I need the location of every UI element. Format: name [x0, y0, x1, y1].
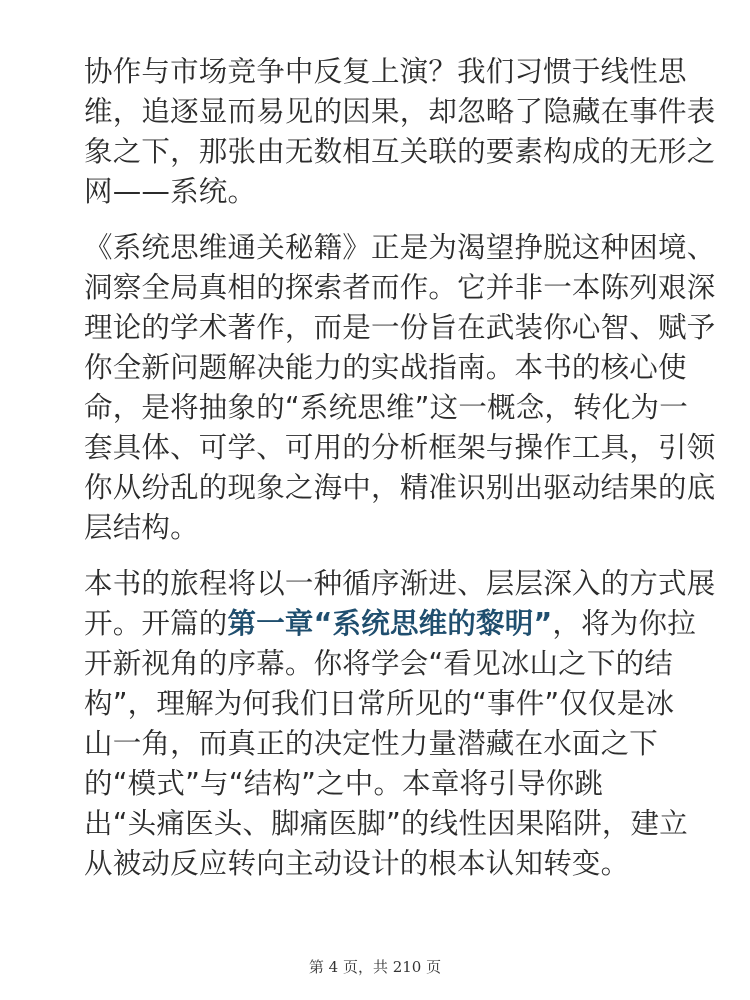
paragraph-spacer — [84, 212, 674, 228]
text-line: 维，追逐显而易见的因果，却忽略了隐藏在事件表 — [84, 95, 716, 128]
text-line: 本书的旅程将以一种循序渐进、层层深入的方式展 — [84, 567, 716, 600]
paragraph-2 — [84, 228, 716, 548]
text-line-with-highlight — [84, 604, 696, 644]
text-line: 山一角，而真正的决定性力量潜藏在水面之下 — [84, 727, 659, 760]
text-line: 套具体、可学、可用的分析框架与操作工具，引领 — [84, 431, 716, 464]
paragraph-1 — [84, 52, 716, 212]
text-line: 洞察全局真相的探索者而作。它并非一本陈列艰深 — [84, 271, 716, 304]
text-line: 理论的学术著作，而是一份旨在武装你心智、赋予 — [84, 311, 716, 344]
text-line: 网——系统。 — [84, 175, 257, 208]
page-number: 第 4 页，共 210 页 — [308, 958, 442, 976]
text-line: 开新视角的序幕。你将学会“看见冰山之下的结 — [84, 647, 673, 680]
paragraph-3 — [84, 564, 716, 884]
text-line: 命，是将抽象的“系统思维”这一概念，转化为一 — [84, 391, 688, 424]
text-line: 协作与市场竞争中反复上演？我们习惯于线性思 — [84, 55, 687, 88]
text-line: 的“模式”与“结构”之中。本章将引导你跳 — [84, 767, 604, 800]
text-fragment: 开。开篇的 — [84, 607, 228, 640]
text-fragment: ，将为你拉 — [552, 607, 696, 640]
text-line: 你从纷乱的现象之海中，精准识别出驱动结果的底 — [84, 471, 716, 504]
text-line: 《系统思维通关秘籍》正是为渴望挣脱这种困境、 — [84, 231, 716, 264]
text-line: 从被动反应转向主动设计的根本认知转变。 — [84, 847, 630, 880]
text-line: 你全新问题解决能力的实战指南。本书的核心使 — [84, 351, 687, 384]
text-line: 出“头痛医头、脚痛医脚”的线性因果陷阱，建立 — [84, 807, 688, 840]
text-line: 构”，理解为何我们日常所见的“事件”仅仅是冰 — [84, 687, 675, 720]
text-line: 层结构。 — [84, 511, 199, 544]
chapter-highlight: 第一章“系统思维的黎明” — [227, 607, 553, 640]
document-page — [84, 52, 716, 884]
paragraph-spacer — [84, 548, 674, 564]
text-line: 象之下，那张由无数相互关联的要素构成的无形之 — [84, 135, 716, 168]
